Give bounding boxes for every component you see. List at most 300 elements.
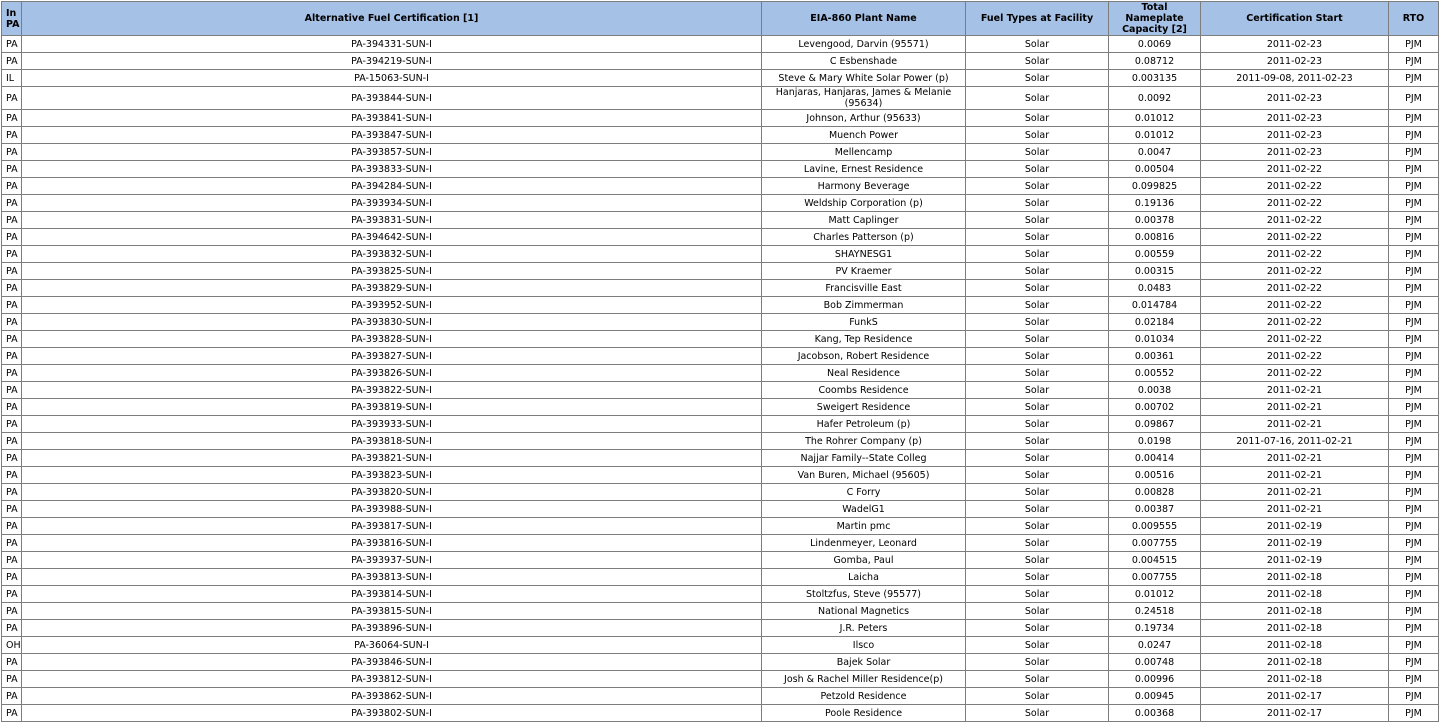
cell-capacity: 0.00828 <box>1109 484 1201 501</box>
table-row[interactable] <box>2 586 1439 603</box>
cell-certification: PA-393862-SUN-I <box>22 688 762 705</box>
cell-capacity: 0.00414 <box>1109 450 1201 467</box>
table-row[interactable] <box>2 280 1439 297</box>
cell-capacity: 0.00945 <box>1109 688 1201 705</box>
cell-fuel-type: Solar <box>966 87 1109 110</box>
cell-certification-start: 2011-02-21 <box>1201 416 1389 433</box>
cell-plant-name: Van Buren, Michael (95605) <box>762 467 966 484</box>
column-header-rto[interactable]: RTO <box>1389 2 1439 36</box>
cell-fuel-type: Solar <box>966 535 1109 552</box>
cell-certification: PA-394219-SUN-I <box>22 53 762 70</box>
cell-capacity: 0.0092 <box>1109 87 1201 110</box>
cell-certification: PA-393815-SUN-I <box>22 603 762 620</box>
table-body <box>2 36 1439 722</box>
cell-fuel-type: Solar <box>966 348 1109 365</box>
table-row[interactable] <box>2 671 1439 688</box>
cell-in-pa: PA <box>2 484 22 501</box>
column-header-capacity[interactable]: Total Nameplate Capacity [2] <box>1109 2 1201 36</box>
cell-in-pa: PA <box>2 87 22 110</box>
cell-plant-name: Laicha <box>762 569 966 586</box>
cell-capacity: 0.00816 <box>1109 229 1201 246</box>
cell-certification: PA-393846-SUN-I <box>22 654 762 671</box>
cell-capacity: 0.007755 <box>1109 535 1201 552</box>
cell-certification: PA-393816-SUN-I <box>22 535 762 552</box>
table-row[interactable] <box>2 161 1439 178</box>
cell-rto: PJM <box>1389 705 1439 722</box>
column-header-fuel-types[interactable]: Fuel Types at Facility <box>966 2 1109 36</box>
cell-in-pa: PA <box>2 569 22 586</box>
cell-rto: PJM <box>1389 161 1439 178</box>
cell-fuel-type: Solar <box>966 280 1109 297</box>
cell-rto: PJM <box>1389 603 1439 620</box>
cell-capacity: 0.009555 <box>1109 518 1201 535</box>
cell-plant-name: Weldship Corporation (p) <box>762 195 966 212</box>
cell-rto: PJM <box>1389 467 1439 484</box>
table-row[interactable] <box>2 365 1439 382</box>
cell-capacity: 0.014784 <box>1109 297 1201 314</box>
cell-certification: PA-393933-SUN-I <box>22 416 762 433</box>
cell-rto: PJM <box>1389 365 1439 382</box>
table-row[interactable] <box>2 297 1439 314</box>
cell-in-pa: PA <box>2 161 22 178</box>
cell-capacity: 0.00552 <box>1109 365 1201 382</box>
cell-certification: PA-393833-SUN-I <box>22 161 762 178</box>
cell-plant-name: Charles Patterson (p) <box>762 229 966 246</box>
cell-fuel-type: Solar <box>966 53 1109 70</box>
table-row[interactable] <box>2 399 1439 416</box>
cell-in-pa: PA <box>2 127 22 144</box>
cell-certification: PA-393817-SUN-I <box>22 518 762 535</box>
cell-in-pa: PA <box>2 671 22 688</box>
cell-capacity: 0.01012 <box>1109 127 1201 144</box>
cell-fuel-type: Solar <box>966 382 1109 399</box>
table-row[interactable] <box>2 416 1439 433</box>
cell-fuel-type: Solar <box>966 671 1109 688</box>
cell-fuel-type: Solar <box>966 365 1109 382</box>
cell-in-pa: PA <box>2 36 22 53</box>
cell-rto: PJM <box>1389 586 1439 603</box>
column-header-plant-name[interactable]: EIA-860 Plant Name <box>762 2 966 36</box>
cell-rto: PJM <box>1389 331 1439 348</box>
cell-certification-start: 2011-02-18 <box>1201 586 1389 603</box>
cell-rto: PJM <box>1389 297 1439 314</box>
cell-plant-name: C Esbenshade <box>762 53 966 70</box>
cell-rto: PJM <box>1389 552 1439 569</box>
table-row[interactable] <box>2 263 1439 280</box>
cell-in-pa: PA <box>2 178 22 195</box>
cell-in-pa: PA <box>2 705 22 722</box>
cell-fuel-type: Solar <box>966 552 1109 569</box>
cell-certification: PA-393844-SUN-I <box>22 87 762 110</box>
cell-certification-start: 2011-02-18 <box>1201 654 1389 671</box>
cell-rto: PJM <box>1389 110 1439 127</box>
cell-rto: PJM <box>1389 246 1439 263</box>
cell-certification-start: 2011-02-19 <box>1201 518 1389 535</box>
cell-certification-start: 2011-02-18 <box>1201 671 1389 688</box>
cell-fuel-type: Solar <box>966 484 1109 501</box>
cell-fuel-type: Solar <box>966 263 1109 280</box>
cell-plant-name: Petzold Residence <box>762 688 966 705</box>
cell-capacity: 0.0069 <box>1109 36 1201 53</box>
cell-certification-start: 2011-02-18 <box>1201 637 1389 654</box>
cell-certification: PA-393820-SUN-I <box>22 484 762 501</box>
cell-plant-name: Hafer Petroleum (p) <box>762 416 966 433</box>
cell-in-pa: PA <box>2 246 22 263</box>
table-row[interactable] <box>2 654 1439 671</box>
cell-certification: PA-393802-SUN-I <box>22 705 762 722</box>
cell-rto: PJM <box>1389 53 1439 70</box>
cell-certification: PA-394642-SUN-I <box>22 229 762 246</box>
cell-plant-name: Bajek Solar <box>762 654 966 671</box>
cell-certification: PA-393827-SUN-I <box>22 348 762 365</box>
cell-capacity: 0.0047 <box>1109 144 1201 161</box>
table-row[interactable] <box>2 331 1439 348</box>
cell-in-pa: PA <box>2 603 22 620</box>
cell-certification: PA-393847-SUN-I <box>22 127 762 144</box>
cell-plant-name: Lindenmeyer, Leonard <box>762 535 966 552</box>
table-row[interactable] <box>2 127 1439 144</box>
cell-rto: PJM <box>1389 212 1439 229</box>
cell-capacity: 0.01012 <box>1109 110 1201 127</box>
cell-certification-start: 2011-02-22 <box>1201 365 1389 382</box>
cell-fuel-type: Solar <box>966 620 1109 637</box>
cell-certification-start: 2011-02-21 <box>1201 467 1389 484</box>
table-row[interactable] <box>2 484 1439 501</box>
cell-plant-name: Coombs Residence <box>762 382 966 399</box>
table-row[interactable] <box>2 501 1439 518</box>
cell-certification-start: 2011-02-21 <box>1201 382 1389 399</box>
table-row[interactable] <box>2 110 1439 127</box>
cell-plant-name: Levengood, Darvin (95571) <box>762 36 966 53</box>
cell-fuel-type: Solar <box>966 246 1109 263</box>
cell-capacity: 0.0247 <box>1109 637 1201 654</box>
cell-capacity: 0.007755 <box>1109 569 1201 586</box>
table-row[interactable] <box>2 467 1439 484</box>
cell-plant-name: WadelG1 <box>762 501 966 518</box>
cell-rto: PJM <box>1389 144 1439 161</box>
cell-capacity: 0.19734 <box>1109 620 1201 637</box>
table-row[interactable] <box>2 620 1439 637</box>
cell-certification-start: 2011-07-16, 2011-02-21 <box>1201 433 1389 450</box>
cell-plant-name: FunkS <box>762 314 966 331</box>
cell-fuel-type: Solar <box>966 331 1109 348</box>
cell-certification-start: 2011-02-22 <box>1201 195 1389 212</box>
cell-fuel-type: Solar <box>966 705 1109 722</box>
cell-certification: PA-393830-SUN-I <box>22 314 762 331</box>
cell-certification-start: 2011-02-21 <box>1201 484 1389 501</box>
cell-rto: PJM <box>1389 399 1439 416</box>
table-row[interactable] <box>2 195 1439 212</box>
cell-in-pa: PA <box>2 53 22 70</box>
cell-certification: PA-393826-SUN-I <box>22 365 762 382</box>
cell-plant-name: Martin pmc <box>762 518 966 535</box>
cell-capacity: 0.00702 <box>1109 399 1201 416</box>
cell-capacity: 0.003135 <box>1109 70 1201 87</box>
cell-certification-start: 2011-02-22 <box>1201 280 1389 297</box>
cell-certification: PA-36064-SUN-I <box>22 637 762 654</box>
cell-capacity: 0.00378 <box>1109 212 1201 229</box>
cell-capacity: 0.09867 <box>1109 416 1201 433</box>
cell-plant-name: Josh & Rachel Miller Residence(p) <box>762 671 966 688</box>
cell-in-pa: PA <box>2 552 22 569</box>
cell-plant-name: Sweigert Residence <box>762 399 966 416</box>
cell-in-pa: PA <box>2 654 22 671</box>
cell-plant-name: Matt Caplinger <box>762 212 966 229</box>
cell-capacity: 0.00315 <box>1109 263 1201 280</box>
cell-fuel-type: Solar <box>966 518 1109 535</box>
cell-certification-start: 2011-02-22 <box>1201 314 1389 331</box>
cell-plant-name: J.R. Peters <box>762 620 966 637</box>
cell-plant-name: Jacobson, Robert Residence <box>762 348 966 365</box>
cell-rto: PJM <box>1389 70 1439 87</box>
table-row[interactable] <box>2 229 1439 246</box>
table-row[interactable] <box>2 212 1439 229</box>
cell-capacity: 0.19136 <box>1109 195 1201 212</box>
cell-certification-start: 2011-02-23 <box>1201 87 1389 110</box>
cell-certification-start: 2011-02-21 <box>1201 399 1389 416</box>
certification-table <box>1 1 1439 722</box>
cell-certification: PA-393822-SUN-I <box>22 382 762 399</box>
cell-in-pa: PA <box>2 382 22 399</box>
cell-in-pa: PA <box>2 586 22 603</box>
cell-in-pa: PA <box>2 620 22 637</box>
cell-plant-name: Hanjaras, Hanjaras, James & Melanie (95634) <box>762 87 966 110</box>
cell-rto: PJM <box>1389 671 1439 688</box>
cell-certification-start: 2011-02-19 <box>1201 535 1389 552</box>
cell-in-pa: IL <box>2 70 22 87</box>
cell-certification-start: 2011-02-23 <box>1201 53 1389 70</box>
cell-fuel-type: Solar <box>966 70 1109 87</box>
cell-in-pa: PA <box>2 501 22 518</box>
table-row[interactable] <box>2 144 1439 161</box>
table-row[interactable] <box>2 87 1439 110</box>
cell-in-pa: PA <box>2 280 22 297</box>
cell-certification-start: 2011-02-17 <box>1201 705 1389 722</box>
cell-capacity: 0.00504 <box>1109 161 1201 178</box>
table-row[interactable] <box>2 552 1439 569</box>
cell-certification: PA-393832-SUN-I <box>22 246 762 263</box>
cell-rto: PJM <box>1389 195 1439 212</box>
cell-plant-name: PV Kraemer <box>762 263 966 280</box>
cell-capacity: 0.01034 <box>1109 331 1201 348</box>
cell-certification: PA-393841-SUN-I <box>22 110 762 127</box>
cell-plant-name: Gomba, Paul <box>762 552 966 569</box>
cell-fuel-type: Solar <box>966 654 1109 671</box>
cell-plant-name: SHAYNESG1 <box>762 246 966 263</box>
cell-plant-name: C Forry <box>762 484 966 501</box>
table-row[interactable] <box>2 246 1439 263</box>
cell-fuel-type: Solar <box>966 314 1109 331</box>
cell-certification: PA-393825-SUN-I <box>22 263 762 280</box>
cell-in-pa: PA <box>2 110 22 127</box>
cell-in-pa: PA <box>2 450 22 467</box>
cell-rto: PJM <box>1389 535 1439 552</box>
column-header-in-pa[interactable]: In PA <box>2 2 22 36</box>
cell-plant-name: Neal Residence <box>762 365 966 382</box>
cell-plant-name: Francisville East <box>762 280 966 297</box>
cell-fuel-type: Solar <box>966 212 1109 229</box>
cell-plant-name: National Magnetics <box>762 603 966 620</box>
cell-rto: PJM <box>1389 501 1439 518</box>
cell-plant-name: Harmony Beverage <box>762 178 966 195</box>
cell-capacity: 0.00387 <box>1109 501 1201 518</box>
cell-certification-start: 2011-02-23 <box>1201 110 1389 127</box>
cell-plant-name: Ilsco <box>762 637 966 654</box>
table-row[interactable] <box>2 70 1439 87</box>
cell-capacity: 0.01012 <box>1109 586 1201 603</box>
cell-rto: PJM <box>1389 36 1439 53</box>
cell-fuel-type: Solar <box>966 603 1109 620</box>
cell-capacity: 0.00559 <box>1109 246 1201 263</box>
cell-capacity: 0.0198 <box>1109 433 1201 450</box>
cell-fuel-type: Solar <box>966 178 1109 195</box>
cell-fuel-type: Solar <box>966 297 1109 314</box>
cell-certification-start: 2011-02-22 <box>1201 178 1389 195</box>
header-row <box>2 2 1439 36</box>
cell-capacity: 0.02184 <box>1109 314 1201 331</box>
cell-in-pa: PA <box>2 195 22 212</box>
cell-plant-name: Lavine, Ernest Residence <box>762 161 966 178</box>
cell-fuel-type: Solar <box>966 688 1109 705</box>
cell-rto: PJM <box>1389 518 1439 535</box>
cell-certification-start: 2011-02-19 <box>1201 552 1389 569</box>
cell-certification: PA-394284-SUN-I <box>22 178 762 195</box>
cell-rto: PJM <box>1389 450 1439 467</box>
cell-in-pa: PA <box>2 331 22 348</box>
cell-certification-start: 2011-02-18 <box>1201 620 1389 637</box>
cell-rto: PJM <box>1389 654 1439 671</box>
cell-certification: PA-394331-SUN-I <box>22 36 762 53</box>
cell-plant-name: Muench Power <box>762 127 966 144</box>
cell-capacity: 0.099825 <box>1109 178 1201 195</box>
cell-certification: PA-393937-SUN-I <box>22 552 762 569</box>
cell-fuel-type: Solar <box>966 433 1109 450</box>
cell-fuel-type: Solar <box>966 416 1109 433</box>
cell-in-pa: PA <box>2 399 22 416</box>
table-row[interactable] <box>2 637 1439 654</box>
cell-certification: PA-393819-SUN-I <box>22 399 762 416</box>
cell-certification-start: 2011-02-23 <box>1201 36 1389 53</box>
cell-certification-start: 2011-02-22 <box>1201 212 1389 229</box>
cell-in-pa: PA <box>2 314 22 331</box>
cell-in-pa: PA <box>2 535 22 552</box>
cell-plant-name: Mellencamp <box>762 144 966 161</box>
table-row[interactable] <box>2 535 1439 552</box>
cell-certification: PA-393823-SUN-I <box>22 467 762 484</box>
cell-in-pa: PA <box>2 348 22 365</box>
table-row[interactable] <box>2 53 1439 70</box>
cell-in-pa: PA <box>2 365 22 382</box>
cell-certification-start: 2011-02-21 <box>1201 450 1389 467</box>
cell-rto: PJM <box>1389 348 1439 365</box>
cell-capacity: 0.00361 <box>1109 348 1201 365</box>
cell-fuel-type: Solar <box>966 586 1109 603</box>
cell-certification: PA-393831-SUN-I <box>22 212 762 229</box>
column-header-certification[interactable]: Alternative Fuel Certification [1] <box>22 2 762 36</box>
table-row[interactable] <box>2 348 1439 365</box>
cell-certification: PA-393829-SUN-I <box>22 280 762 297</box>
cell-certification: PA-393952-SUN-I <box>22 297 762 314</box>
cell-certification: PA-393821-SUN-I <box>22 450 762 467</box>
cell-plant-name: Kang, Tep Residence <box>762 331 966 348</box>
cell-fuel-type: Solar <box>966 229 1109 246</box>
cell-rto: PJM <box>1389 637 1439 654</box>
cell-certification: PA-393814-SUN-I <box>22 586 762 603</box>
cell-certification-start: 2011-02-17 <box>1201 688 1389 705</box>
cell-rto: PJM <box>1389 87 1439 110</box>
cell-capacity: 0.0038 <box>1109 382 1201 399</box>
table-row[interactable] <box>2 518 1439 535</box>
cell-certification-start: 2011-02-18 <box>1201 603 1389 620</box>
cell-capacity: 0.004515 <box>1109 552 1201 569</box>
cell-rto: PJM <box>1389 416 1439 433</box>
table-row[interactable] <box>2 36 1439 53</box>
table-row[interactable] <box>2 382 1439 399</box>
table-row[interactable] <box>2 603 1439 620</box>
cell-in-pa: OH <box>2 637 22 654</box>
cell-in-pa: PA <box>2 416 22 433</box>
cell-certification: PA-393934-SUN-I <box>22 195 762 212</box>
cell-fuel-type: Solar <box>966 144 1109 161</box>
cell-certification: PA-393813-SUN-I <box>22 569 762 586</box>
cell-rto: PJM <box>1389 127 1439 144</box>
table-row[interactable] <box>2 569 1439 586</box>
cell-in-pa: PA <box>2 433 22 450</box>
cell-fuel-type: Solar <box>966 467 1109 484</box>
cell-certification-start: 2011-02-18 <box>1201 569 1389 586</box>
cell-fuel-type: Solar <box>966 36 1109 53</box>
cell-rto: PJM <box>1389 280 1439 297</box>
cell-capacity: 0.08712 <box>1109 53 1201 70</box>
cell-capacity: 0.24518 <box>1109 603 1201 620</box>
cell-in-pa: PA <box>2 518 22 535</box>
table-row[interactable] <box>2 178 1439 195</box>
table-row[interactable] <box>2 433 1439 450</box>
cell-rto: PJM <box>1389 382 1439 399</box>
cell-certification: PA-393896-SUN-I <box>22 620 762 637</box>
cell-capacity: 0.00996 <box>1109 671 1201 688</box>
cell-certification: PA-393828-SUN-I <box>22 331 762 348</box>
cell-fuel-type: Solar <box>966 569 1109 586</box>
cell-fuel-type: Solar <box>966 450 1109 467</box>
cell-certification: PA-393988-SUN-I <box>22 501 762 518</box>
cell-in-pa: PA <box>2 688 22 705</box>
cell-fuel-type: Solar <box>966 195 1109 212</box>
cell-rto: PJM <box>1389 484 1439 501</box>
cell-capacity: 0.00748 <box>1109 654 1201 671</box>
cell-certification-start: 2011-02-23 <box>1201 127 1389 144</box>
cell-rto: PJM <box>1389 688 1439 705</box>
cell-rto: PJM <box>1389 433 1439 450</box>
cell-in-pa: PA <box>2 212 22 229</box>
table-row[interactable] <box>2 688 1439 705</box>
cell-in-pa: PA <box>2 144 22 161</box>
cell-certification-start: 2011-02-21 <box>1201 501 1389 518</box>
cell-fuel-type: Solar <box>966 501 1109 518</box>
cell-certification: PA-393812-SUN-I <box>22 671 762 688</box>
cell-capacity: 0.0483 <box>1109 280 1201 297</box>
cell-rto: PJM <box>1389 263 1439 280</box>
cell-plant-name: Bob Zimmerman <box>762 297 966 314</box>
column-header-certification-start[interactable]: Certification Start <box>1201 2 1389 36</box>
cell-fuel-type: Solar <box>966 110 1109 127</box>
cell-certification-start: 2011-02-22 <box>1201 246 1389 263</box>
cell-plant-name: Najjar Family--State Colleg <box>762 450 966 467</box>
table-row[interactable] <box>2 314 1439 331</box>
table-row[interactable] <box>2 450 1439 467</box>
cell-plant-name: Steve & Mary White Solar Power (p) <box>762 70 966 87</box>
cell-fuel-type: Solar <box>966 399 1109 416</box>
